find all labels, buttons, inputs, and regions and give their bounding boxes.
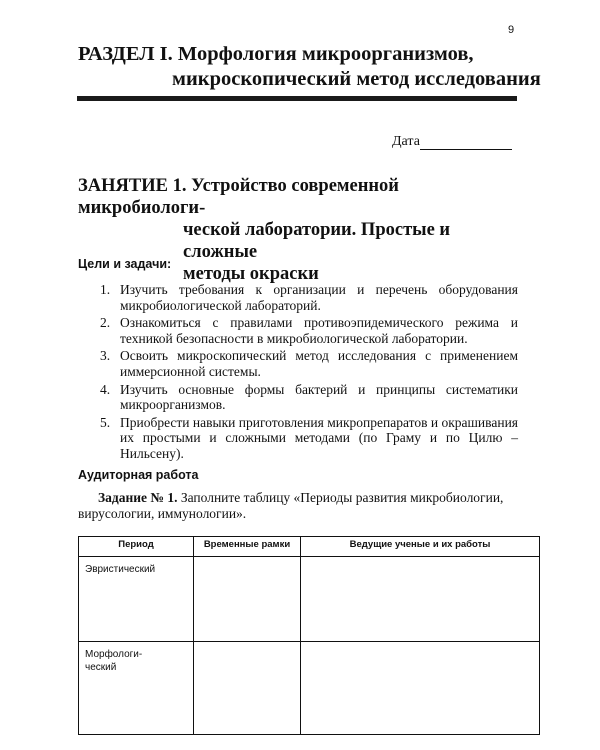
section-title-line2: микроскопический метод исследования <box>172 68 541 90</box>
periods-table <box>78 536 540 735</box>
column-header-period: Период <box>79 537 194 557</box>
goal-number: 2. <box>100 315 111 331</box>
lesson-title-line2: ческой лаборатории. Простые и сложные <box>183 220 451 262</box>
goal-text: Приобрести навыки приготовления микропрепаратов и окрашивания их простыми и сложными методами (по Граму и по Цилю – Нильсену). <box>120 414 518 461</box>
goal-item <box>100 315 518 346</box>
goal-item <box>100 282 518 313</box>
lesson-title-line1: ЗАНЯТИЕ 1. Устройство современной микробиологи- <box>78 176 399 218</box>
cell-period: Эвристический <box>79 557 194 642</box>
section-title-line1: РАЗДЕЛ I. Морфология микроорганизмов, <box>78 43 474 65</box>
lesson-title-line3: методы окраски <box>183 264 319 284</box>
date-field <box>392 134 512 150</box>
cell-scientists[interactable] <box>301 557 540 642</box>
cell-time-frame[interactable] <box>194 557 301 642</box>
goal-text: Изучить основные формы бактерий и принципы систематики микроорганизмов. <box>120 381 518 413</box>
table-row <box>79 557 540 642</box>
goal-text: Ознакомиться с правилами противоэпидемического режима и техникой безопасности в микробиологической лаборатории. <box>120 315 518 346</box>
cell-time-frame[interactable] <box>194 642 301 735</box>
task-1 <box>78 490 518 522</box>
goal-item <box>100 382 518 413</box>
task-label: Задание № 1. <box>98 490 178 505</box>
date-blank-line <box>420 135 512 150</box>
cell-period: Морфологи- ческий <box>79 642 194 735</box>
goal-item <box>100 415 518 462</box>
date-label: Дата <box>392 134 420 149</box>
section-divider <box>77 96 517 101</box>
goal-text: Освоить микроскопический метод исследования с применением иммерсионной системы. <box>120 348 518 379</box>
goals-heading: Цели и задачи: <box>78 257 172 271</box>
cell-scientists[interactable] <box>301 642 540 735</box>
goal-item <box>100 348 518 379</box>
goal-number: 5. <box>100 414 111 430</box>
task-text: Заполните таблицу «Периоды развития микробиологии, вирусологии, иммунологии». <box>78 490 504 521</box>
column-header-time: Временные рамки <box>194 537 301 557</box>
goal-text: Изучить требования к организации и перечень оборудования микробиологической лабораторий. <box>120 282 518 313</box>
column-header-scientists: Ведущие ученые и их работы <box>301 537 540 557</box>
table-header-row <box>79 537 540 557</box>
goal-number: 4. <box>100 381 111 397</box>
page-number: 9 <box>508 24 515 36</box>
table-row <box>79 642 540 735</box>
goals-list <box>100 282 518 464</box>
section-title <box>78 42 558 92</box>
goal-number: 1. <box>100 282 111 297</box>
classwork-heading: Аудиторная работа <box>78 468 199 482</box>
goal-number: 3. <box>100 348 111 364</box>
